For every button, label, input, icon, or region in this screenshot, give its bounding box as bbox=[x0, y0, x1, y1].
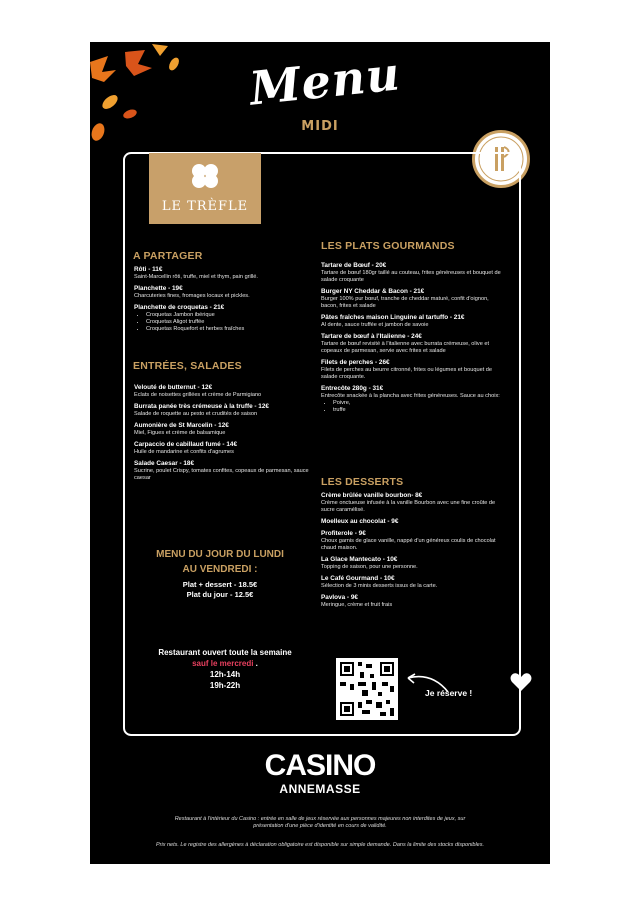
opening-hours: Restaurant ouvert toute la semaine sauf le mercredi . 12h-14h 19h-22h bbox=[158, 648, 292, 690]
section-title-entrees-salades: ENTRÉES, SALADES bbox=[133, 360, 242, 372]
reservation-qr-code[interactable] bbox=[336, 658, 398, 720]
menu-item: Planchette - 19€ Charcuteries fines, fromages locaux et pickles. bbox=[134, 285, 250, 299]
logo-name: LE TRÈFLE bbox=[161, 199, 249, 214]
menu-item: Pâtes fraîches maison Linguine al tartuffo - 21€ Al dente, sauce truffée et jambon de savoie bbox=[321, 314, 465, 328]
croquetas-list: • Croquetas Jambon ibérique • Croquetas Aligot truffée • Croquetas Roquefort et herbes fraîches bbox=[134, 312, 309, 333]
le-trefle-logo bbox=[149, 153, 261, 224]
menu-item: Crème brûlée vanille bourbon- 8€ Crème onctueuse infusée à la vanille Bourbon avec une fine croûte de sucre caramélisé. bbox=[321, 492, 496, 513]
section-a-partager bbox=[134, 266, 309, 337]
menu-item: Burrata panée très crémeuse à la truffe - 12€ Salade de roquette au pesto et crudités de saison bbox=[134, 403, 269, 417]
menu-item: Pavlova - 9€ Meringue, crème et fruit frais bbox=[321, 594, 393, 608]
menu-subtitle: MIDI bbox=[301, 119, 339, 134]
section-plats-gourmands bbox=[321, 262, 506, 418]
menu-item: La Glace Mantecato - 10€ Topping de saison, pour une personne. bbox=[321, 556, 418, 570]
menu-item: Carpaccio de cabillaud fumé - 14€ Huile de mandarine et confits d'agrumes bbox=[134, 441, 237, 455]
menu-item: Burger NY Cheddar & Bacon - 21€ Burger 100% pur bœuf, tranche de cheddar maturé, confit d'oignon, bacon, frites et salade bbox=[321, 288, 489, 309]
menu-item: Entrecôte 280g - 31€ Entrecôte snackée à la plancha avec frites généreuses. Sauce au choix: • Poivre, • truffe bbox=[321, 385, 506, 414]
clover-icon bbox=[188, 161, 222, 191]
menu-item: Salade Caesar - 18€ Sucrine, poulet Crispy, tomates confites, copeaux de parmesan, sauce caesar bbox=[134, 460, 309, 481]
sauce-list: • Poivre, • truffe bbox=[321, 400, 506, 414]
menu-item: Velouté de butternut - 12€ Eclats de noisettes grillées et crème de Parmigiano bbox=[134, 384, 262, 398]
section-entrees-salades bbox=[134, 384, 309, 486]
section-title-desserts: LES DESSERTS bbox=[321, 476, 404, 488]
closed-day: sauf le mercredi bbox=[192, 659, 254, 668]
reserve-label[interactable]: Je réserve ! bbox=[425, 688, 473, 698]
section-title-a-partager: A PARTAGER bbox=[133, 250, 203, 262]
menu-item: Filets de perches - 26€ Filets de perches au beurre citronné, frites ou légumes et bouquet de salade croquante. bbox=[321, 359, 493, 380]
menu-title: Menu bbox=[247, 46, 403, 116]
menu-item: Planchette de croquetas - 21€ • Croquetas Jambon ibérique • Croquetas Aligot truffée • Croquetas Roquefort et herbes fraîches bbox=[134, 304, 309, 333]
menu-item: Profiterole - 9€ Choux garnis de glace vanille, nappé d'un généreux coulis de chocolat chaud maison. bbox=[321, 530, 496, 551]
menu-poster bbox=[90, 42, 550, 864]
menu-item: Tartare de Bœuf - 20€ Tartare de bœuf 180gr taillé au couteau, frites généreuses et bouquet de salade croquante bbox=[321, 262, 501, 283]
autumn-leaves-decoration bbox=[90, 42, 200, 152]
footer-legal: Restaurant à l'intérieur du Casino : entrée en salle de jeux réservée aux personnes majeures non interdites de jeux, sur présentation d'une pièce d'identité en cours de validité. bbox=[174, 816, 466, 829]
section-title-plats-gourmands: LES PLATS GOURMANDS bbox=[321, 240, 455, 252]
menu-item: Moelleux au chocolat - 9€ bbox=[321, 518, 399, 525]
menu-item: Aumonière de St Marcelin - 12€ Miel, Figues et crème de balsamique bbox=[134, 422, 229, 436]
menu-du-jour: MENU DU JOUR DU LUNDI AU VENDREDI : Plat + dessert - 18.5€ Plat du jour - 12.5€ bbox=[156, 549, 284, 599]
casino-logo: CASINO ANNEMASSE bbox=[264, 749, 376, 796]
section-desserts bbox=[321, 492, 506, 613]
footer-allergens: Prix nets. Le registre des allergènes à déclaration obligatoire est disponible sur simple demande. Dans la limite des stocks disponibles. bbox=[155, 842, 485, 848]
menu-item: Rôti - 11€ Saint-Marcellin rôti, truffe, miel et thym, pain grillé. bbox=[134, 266, 258, 280]
heart-icon bbox=[510, 672, 532, 692]
menu-item: Le Café Gourmand - 10€ Sélection de 3 minis desserts issus de la carte. bbox=[321, 575, 438, 589]
menu-item: Tartare de bœuf à l'Italienne - 24€ Tartare de bœuf revisité à l'italienne avec burrata crémeuse, olive et copeaux de parmesan, servie avec frites et salade bbox=[321, 333, 490, 354]
